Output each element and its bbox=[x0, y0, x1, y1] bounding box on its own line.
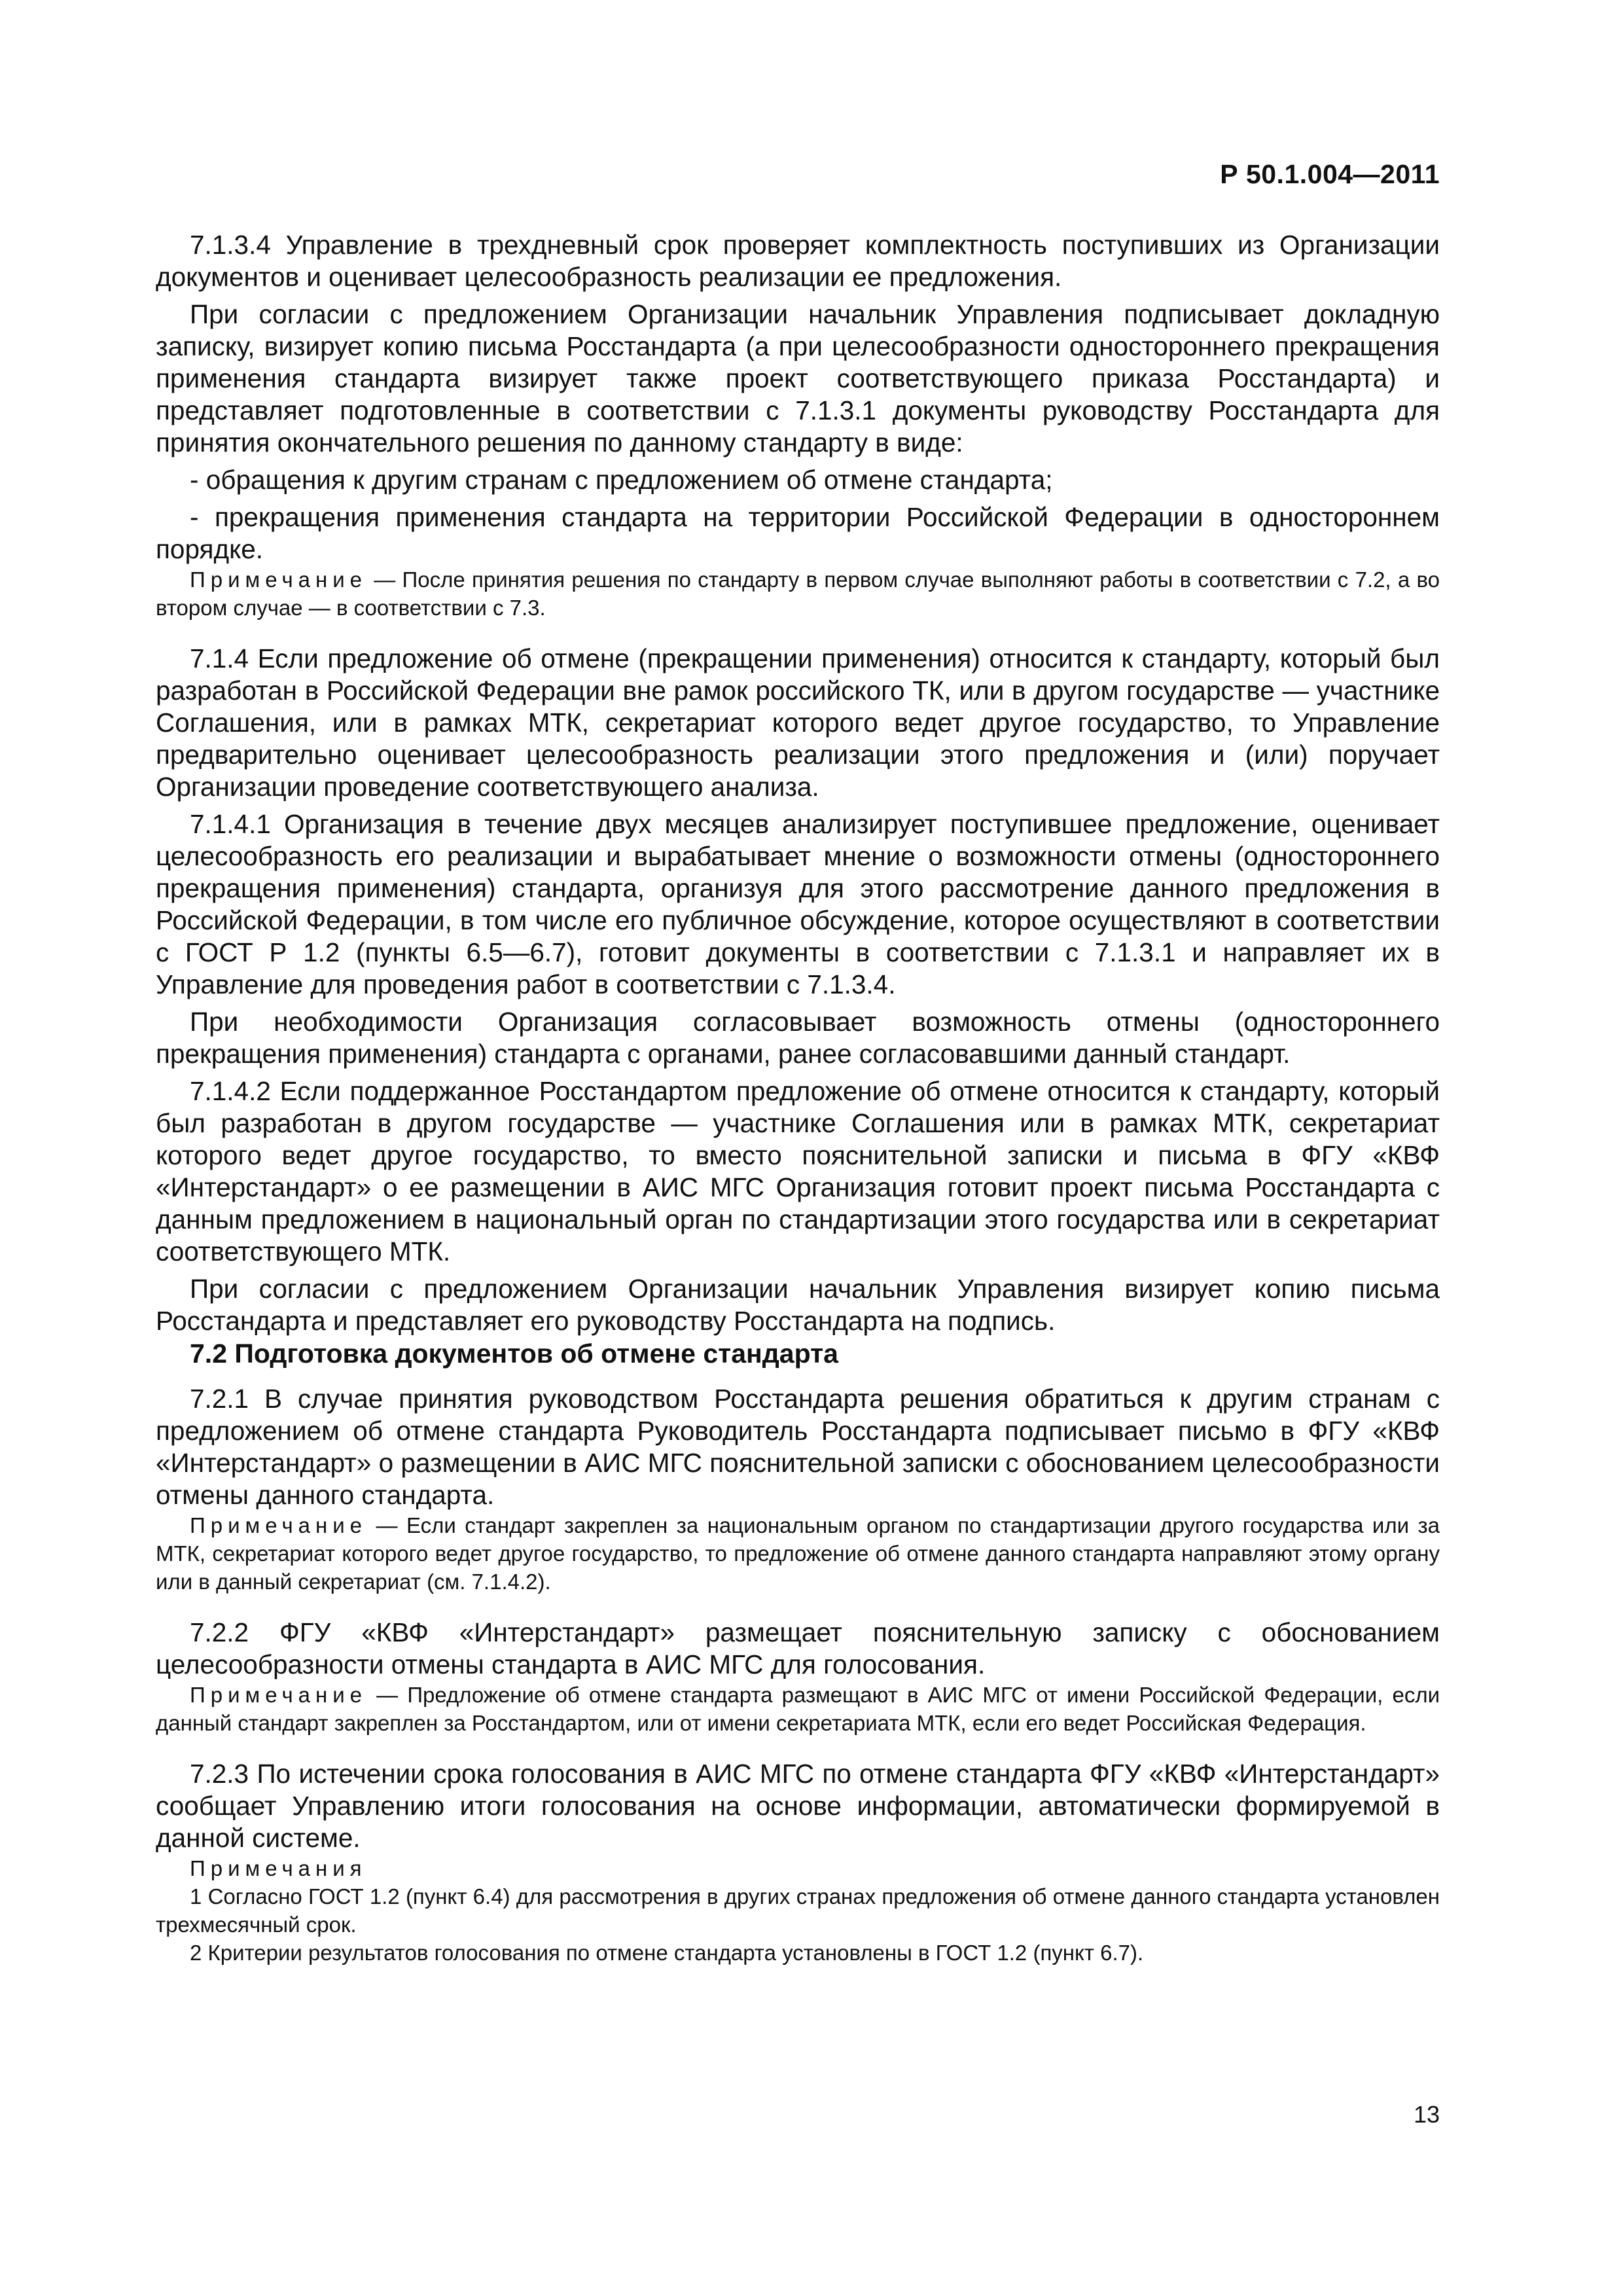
notes-item-2: 2 Критерии результатов голосования по отмене стандарта установлены в ГОСТ 1.2 (пункт 6.7). bbox=[190, 1941, 1144, 1965]
paragraph-agreement-2: При согласии с предложением Организации начальник Управления визирует копию письма Росстандарта и представляет его руководству Росстандарта на подпись. bbox=[156, 1274, 1440, 1336]
paragraph-7-1-4-2: 7.1.4.2 Если поддержанное Росстандартом предложение об отмене относится к стандарту, который был разработан в другом государстве — участнике Соглашения или в рамках МТК, секретариат которого ведет другое государство, то вместо пояснительной записки и письма в ФГУ «КВФ «Интерстандарт» о ее размещении в АИС МГС Организация готовит проект письма Росстандарта с данным предложением в национальный орган по стандартизации этого государства или в секретариат соответствующего МТК. bbox=[156, 1076, 1440, 1266]
paragraph-7-1-4: 7.1.4 Если предложение об отмене (прекращении применения) относится к стандарту, который был разработан в Российской Федерации вне рамок российского ТК, или в другом государстве — участнике Соглашения, или в рамках МТК, секретариат которого ведет другое государство, то Управление предварительно оценивает целесообразность реализации этого предложения и (или) поручает Организации проведение соответствующего анализа. bbox=[156, 643, 1440, 802]
note-text: — После принятия решения по стандарту в первом случае выполняют работы в соответствии с 7.2, а во втором случае — в соответствии с 7.3. bbox=[156, 567, 1440, 620]
list-item-termination: - прекращения применения стандарта на территории Российской Федерации в одностороннем порядке. bbox=[156, 502, 1440, 564]
note-1 bbox=[156, 565, 1440, 622]
paragraph-7-2-3: 7.2.3 По истечении срока голосования в АИС МГС по отмене стандарта ФГУ «КВФ «Интерстандарт» сообщает Управлению итоги голосования на основе информации, автоматически формируемой в данной системе. bbox=[156, 1759, 1440, 1853]
section-heading-7-2: 7.2 Подготовка документов об отмене стандарта bbox=[190, 1338, 838, 1369]
note-text: — Если стандарт закреплен за национальным органом по стандартизации другого государства или за МТК, секретариат которого ведет другое государство, то предложение об отмене данного стандарта направляют этому органу или в данный секретариат (см. 7.1.4.2). bbox=[156, 1513, 1440, 1594]
paragraph-7-1-4-1: 7.1.4.1 Организация в течение двух месяцев анализирует поступившее предложение, оценивает целесообразность его реализации и вырабатывает мнение о возможности отмены (одностороннего прекращения применения) стандарта, организуя для этого рассмотрение данного предложения в Российской Федерации, в том числе его публичное обсуждение, которое осуществляют в соответствии с ГОСТ Р 1.2 (пункты 6.5—6.7), готовит документы в соответствии с 7.1.3.1 и направляет их в Управление для проведения работ в соответствии с 7.1.3.4. bbox=[156, 809, 1440, 999]
note-label: Примечание bbox=[190, 567, 368, 592]
document-code: Р 50.1.004—2011 bbox=[1220, 159, 1440, 189]
note-label: Примечание bbox=[190, 1683, 368, 1707]
paragraph-7-2-1: 7.2.1 В случае принятия руководством Росстандарта решения обратиться к другим странам с предложением об отмене стандарта Руководитель Росстандарта подписывает письмо в ФГУ «КВФ «Интерстандарт» о размещении в АИС МГС пояснительной записки с обоснованием целесообразности отмены данного стандарта. bbox=[156, 1384, 1440, 1510]
page-number: 13 bbox=[1413, 2101, 1440, 2128]
notes-label: Примечания bbox=[190, 1856, 367, 1880]
note-3 bbox=[156, 1681, 1440, 1737]
document-body bbox=[156, 229, 1440, 1967]
paragraph-7-2-2: 7.2.2 ФГУ «КВФ «Интерстандарт» размещает пояснительную записку с обоснованием целесообразности отмены стандарта в АИС МГС для голосования. bbox=[156, 1617, 1440, 1679]
notes-heading bbox=[156, 1854, 1440, 1882]
notes-item-1: 1 Согласно ГОСТ 1.2 (пункт 6.4) для рассмотрения в других странах предложения об отмене данного стандарта установлен трехмесячный срок. bbox=[156, 1884, 1440, 1937]
paragraph-necessity: При необходимости Организация согласовывает возможность отмены (одностороннего прекращения применения) стандарта с органами, ранее согласовавшими данный стандарт. bbox=[156, 1007, 1440, 1069]
paragraph-agreement: При согласии с предложением Организации начальник Управления подписывает докладную записку, визирует копию письма Росстандарта (а при целесообразности одностороннего прекращения применения стандарта визирует также проект соответствующего приказа Росстандарта) и представляет подготовленные в соответствии с 7.1.3.1 документы руководству Росстандарта для принятия окончательного решения по данному стандарту в виде: bbox=[156, 299, 1440, 457]
paragraph-7-1-3-4: 7.1.3.4 Управление в трехдневный срок проверяет комплектность поступивших из Организации документов и оценивает целесообразность реализации ее предложения. bbox=[156, 230, 1440, 292]
note-text: — Предложение об отмене стандарта размещают в АИС МГС от имени Российской Федерации, если данный стандарт закреплен за Росстандартом, или от имени секретариата МТК, если его ведет Российская Федерация. bbox=[156, 1683, 1440, 1735]
note-2 bbox=[156, 1511, 1440, 1596]
list-item-appeal: - обращения к другим странам с предложением об отмене стандарта; bbox=[190, 465, 1053, 495]
note-label: Примечание bbox=[190, 1513, 368, 1537]
